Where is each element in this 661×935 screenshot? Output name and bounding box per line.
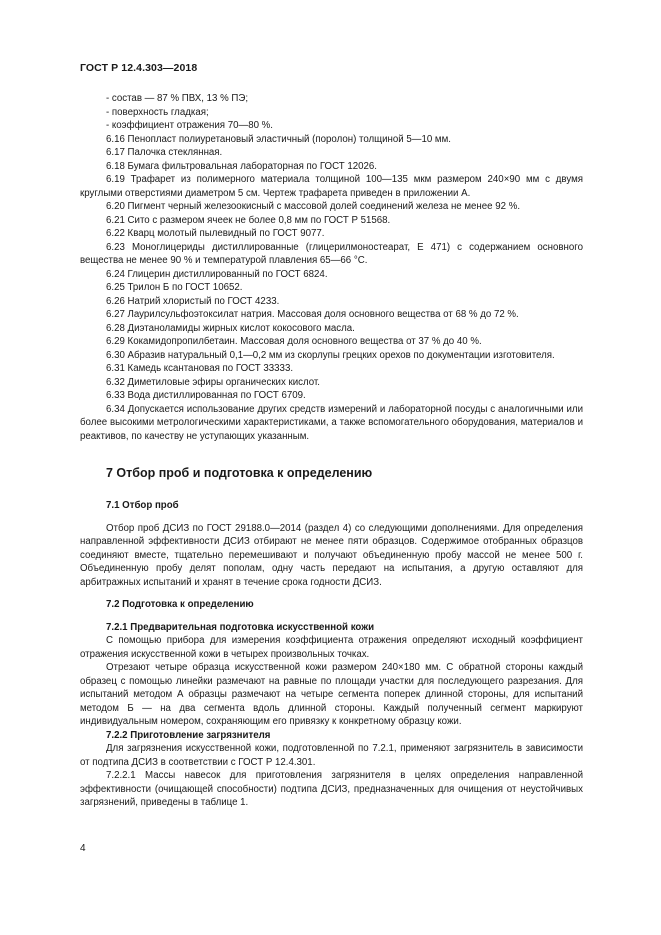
list-item: 6.32 Диметиловые эфиры органических кислот. <box>106 376 320 388</box>
list-item: 6.33 Вода дистиллированная по ГОСТ 6709. <box>106 390 306 401</box>
list-item: 6.34 Допускается использование других средств измерений и лабораторной посуды с аналогичными или более высокими метрологическими характеристиками, а также вспомогательного оборудования, материалов и реактивов, по качеству не уступающих указанным. <box>80 403 583 442</box>
section-7-2-1-para-1: С помощью прибора для измерения коэффициента отражения определяют исходный коэффициент отражения искусственной кожи в четырех произвольных точках. <box>80 635 583 660</box>
section-7-1-title: 7.1 Отбор проб <box>106 500 179 511</box>
list-item: 6.19 Трафарет из полимерного материала толщиной 100—135 мкм размером 240×90 мм с двумя круглыми отверстиями диаметром 5 см. Чертеж трафарета приведен в приложении А. <box>80 174 583 199</box>
list-item: - коэффициент отражения 70—80 %. <box>106 120 273 131</box>
list-item: - состав — 87 % ПВХ, 13 % ПЭ; <box>106 93 249 104</box>
list-item: 6.24 Глицерин дистиллированный по ГОСТ 6824. <box>106 268 328 280</box>
list-item: 6.25 Трилон Б по ГОСТ 10652. <box>106 282 243 293</box>
section-7-2-2-para-1: Для загрязнения искусственной кожи, подготовленной по 7.2.1, применяют загрязнитель в зависимости от подтипа ДСИЗ в соответствии с ГОСТ Р 12.4.301. <box>80 743 583 768</box>
list-item: 6.23 Моноглицериды дистиллированные (глицерилмоностеарат, Е 471) с содержанием основного вещества не менее 90 % и температурой плавления 65—66 °С. <box>80 241 583 266</box>
list-item: 6.21 Сито с размером ячеек не более 0,8 мм по ГОСТ Р 51568. <box>106 214 391 226</box>
section-7-2-title: 7.2 Подготовка к определению <box>106 599 254 610</box>
document-body <box>80 92 583 810</box>
section-7-title: 7 Отбор проб и подготовка к определению <box>106 466 373 480</box>
list-item: 6.20 Пигмент черный железоокисный с массовой долей соединений железа не менее 92 %. <box>106 201 521 212</box>
list-item: 6.27 Лаурилсульфоэтоксилат натрия. Массовая доля основного вещества от 68 % до 72 %. <box>106 309 519 320</box>
list-item: 6.26 Натрий хлористый по ГОСТ 4233. <box>106 295 280 307</box>
section-7-2-2-title: 7.2.2 Приготовление загрязнителя <box>106 729 271 741</box>
section-7-2-1-title: 7.2.1 Предварительная подготовка искусственной кожи <box>106 621 375 633</box>
list-item: 6.31 Камедь ксантановая по ГОСТ 33333. <box>106 363 294 374</box>
document-code-header: ГОСТ Р 12.4.303—2018 <box>80 62 198 74</box>
list-item: 6.16 Пенопласт полиуретановый эластичный (поролон) толщиной 5—10 мм. <box>106 133 451 145</box>
equipment-list <box>80 92 583 443</box>
list-item: 6.17 Палочка стеклянная. <box>106 147 223 158</box>
list-item: - поверхность гладкая; <box>106 106 209 118</box>
list-item: 6.30 Абразив натуральный 0,1—0,2 мм из скорлупы грецких орехов по документации изготовителя. <box>106 349 555 361</box>
section-7-2-1-para-2: Отрезают четыре образца искусственной кожи размером 240×180 мм. С обратной стороны каждый образец с помощью линейки размечают на равные по площади участки для последующего разрезания. Для испытаний методом А образцы размечают на четыре сегмента поперек длинной стороны, для испытаний методом Б — на два сегмента вдоль длинной стороны. Каждый полученный сегмент маркируют индивидуальным номером, сохраняющим его привязку к конкретному образцу кожи. <box>80 662 583 727</box>
list-item: 6.22 Кварц молотый пылевидный по ГОСТ 9077. <box>106 228 325 239</box>
page-number: 4 <box>80 843 86 854</box>
list-item: 6.18 Бумага фильтровальная лабораторная по ГОСТ 12026. <box>106 160 378 172</box>
list-item: 6.28 Диэтаноламиды жирных кислот кокосового масла. <box>106 322 355 334</box>
list-item: 6.29 Кокамидопропилбетаин. Массовая доля основного вещества от 37 % до 40 %. <box>106 336 482 347</box>
section-7-2-2-1-para: 7.2.2.1 Массы навесок для приготовления загрязнителя в целях определения направленной эффективности (очищающей способности) подтипа ДСИЗ, предназначенных для очищения от неустойчивых загрязнений, приведены в таблице 1. <box>80 770 583 808</box>
section-7-1-text: Отбор проб ДСИЗ по ГОСТ 29188.0—2014 (раздел 4) со следующими дополнениями. Для определения направленной эффективности ДСИЗ отбирают не менее пяти образцов. Содержимое отобранных образцов соединяют вместе, тщательно перемешивают и получают объединенную пробу массой не менее 500 г. Объединенную пробу делят пополам, одну часть передают на испытания, а другую оставляют для арбитражных испытаний и хранят в течение срока годности ДСИЗ. <box>80 522 583 588</box>
